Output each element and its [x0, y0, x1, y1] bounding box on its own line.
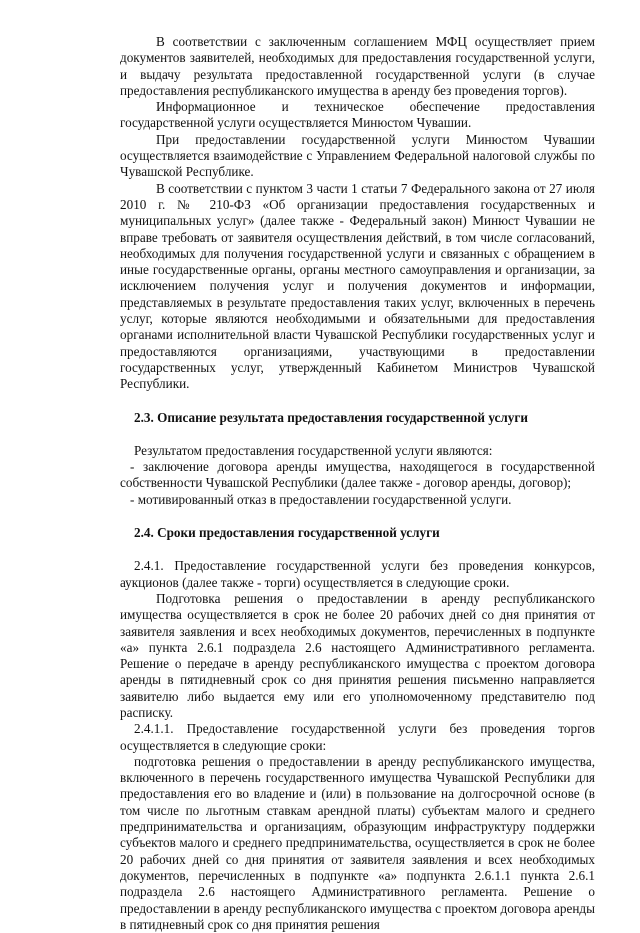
paragraph-tax-interaction: При предоставлении государственной услуги Минюстом Чувашии осуществляется взаимодействие с Управлением Федеральной налоговой службы по Чувашской Республике. [120, 131, 595, 180]
section-heading-2-3: 2.3. Описание результата предоставления государственной услуги [134, 409, 528, 425]
result-intro: Результатом предоставления государственной услуги являются: [134, 442, 493, 458]
paragraph-sme-decision: подготовка решения о предоставлении в аренду республиканского имущества, включенного в перечень государственного имущества Чувашской Республики для предоставления его во владение и (или) в пользование на долгосрочной основе (в том числе по льготным ставкам арендной платы) субъектам малого и среднего предпринимательства и организациям, образующим инфраструктуру поддержки субъектов малого и среднего предпринимательства, осуществляется в срок не более 20 рабочих дней со дня принятия от заявителя заявления и всех необходимых документов, перечисленных в подпункте «а» подпункта 2.6.1.1 пункта 2.6.1 подраздела 2.6 настоящего Административного регламента. Решение о предоставлении в аренду республиканского имущества с проектом договора аренды в пятидневный срок со дня принятия решения [120, 753, 595, 932]
paragraph-decision-preparation: Подготовка решения о предоставлении в аренду республиканского имущества осуществляется в срок не более 20 рабочих дней со дня принятия от заявителя заявления и всех необходимых документов, перечисленных в подпункте «а» пункта 2.6.1 подраздела 2.6 настоящего Административного регламента. Решение о передаче в аренду республиканского имущества с проектом договора аренды в пятидневный срок со дня принятия решения письменно направляется заявителю либо выдается ему или его уполномоченному представителю под расписку. [120, 590, 595, 720]
paragraph-federal-law: В соответствии с пунктом 3 части 1 статьи 7 Федерального закона от 27 июля 2010 г. № 210-ФЗ «Об организации предоставления государственных и муниципальных услуг» (далее также - Федеральный закон) Минюст Чувашии не вправе требовать от заявителя осуществления действий, в том числе согласований, необходимых для получения государственной услуги и связанных с обращением в иные государственные органы, органы местного самоуправления и организации, за исключением получения услуг и получения документов и информации, представляемых в результате предоставления таких услуг, включенных в перечень услуг, которые являются необходимыми и обязательными для предоставления органами исполнительной власти Чувашской Республики государственных услуг и предоставляются организациями, участвующими в предоставлении государственных услуг, утвержденный Кабинетом Министров Чувашской Республики. [120, 180, 595, 392]
section-heading-2-4: 2.4. Сроки предоставления государственной услуги [134, 525, 440, 541]
result-item-refusal: - мотивированный отказ в предоставлении государственной услуги. [130, 491, 512, 507]
paragraph-2-4-1: 2.4.1. Предоставление государственной услуги без проведения конкурсов, аукционов (далее также - торги) осуществляется в следующие сроки. [120, 558, 595, 590]
result-item-lease: - заключение договора аренды имущества, находящегося в государственной собственности Чувашской Республики (далее также - договор аренды, договор); [120, 459, 595, 491]
paragraph-mfc-agreement: В соответствии с заключенным соглашением МФЦ осуществляет прием документов заявителей, необходимых для предоставления государственной услуги, и выдачу результата предоставленной государственной услуги (в случае предоставления республиканского имущества в аренду без проведения торгов). [120, 34, 595, 98]
paragraph-2-4-1-1: 2.4.1.1. Предоставление государственной услуги без проведения торгов осуществляется в следующие сроки: [120, 721, 595, 753]
paragraph-info-support: Информационное и техническое обеспечение предоставления государственной услуги осуществляется Минюстом Чувашии. [120, 99, 595, 131]
